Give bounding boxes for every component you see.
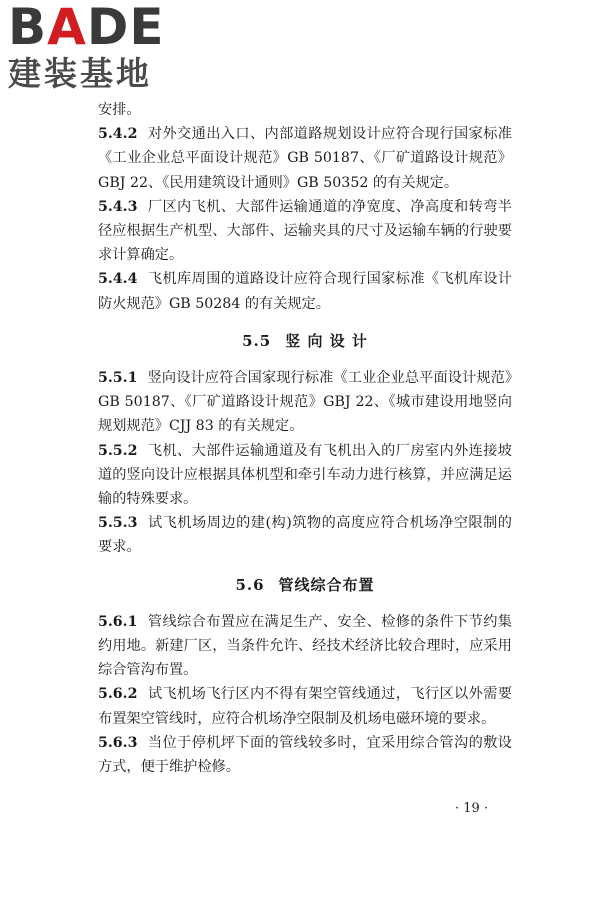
clause-number: 5.4.3 xyxy=(98,198,138,215)
clause-number: 5.5.1 xyxy=(98,370,138,387)
document-body xyxy=(98,98,512,779)
section-title-5-6 xyxy=(98,573,512,597)
section-heading: 竖 向 设 计 xyxy=(285,331,368,350)
clause-number: 5.6.1 xyxy=(98,613,138,630)
clause-text: 飞机、大部件运输通道及有飞机出入的厂房室内外连接坡道的竖向设计应根据具体机型和牵引车动力进行核算，并应满足运输的特殊要求。 xyxy=(98,442,512,508)
continuation-text: 安排。 xyxy=(98,102,141,118)
clause-number: 5.6.2 xyxy=(98,686,138,703)
clause-5-6-2 xyxy=(98,682,512,730)
clause-5-4-4 xyxy=(98,267,512,315)
clause-number: 5.4.4 xyxy=(98,271,138,288)
logo-letter-e: E xyxy=(129,0,165,56)
clause-text: 厂区内飞机、大部件运输通道的净宽度、净高度和转弯半径应根据生产机型、大部件、运输夹具的尺寸及运输车辆的行驶要求计算确定。 xyxy=(98,198,512,264)
logo-letter-d: D xyxy=(86,0,130,56)
logo-wordmark xyxy=(8,0,183,56)
clause-text: 对外交通出入口、内部道路规划设计应符合现行国家标准《工业企业总平面设计规范》GB 50187、《厂矿道路设计规范》GBJ 22、《民用建筑设计通则》GB 50352 的有关规定。 xyxy=(98,126,512,191)
section-number: 5.6 xyxy=(235,575,265,594)
page-number: · 19 · xyxy=(455,801,489,816)
clause-number: 5.4.2 xyxy=(98,126,138,143)
logo-letter-a: A xyxy=(47,0,87,56)
logo xyxy=(8,2,183,94)
clause-5-5-3 xyxy=(98,511,512,559)
logo-subtitle: 建装基地 xyxy=(8,54,152,93)
clause-number: 5.5.3 xyxy=(98,515,138,532)
clause-5-5-2 xyxy=(98,439,512,512)
logo-letter-b: B xyxy=(8,0,48,56)
clause-5-5-1 xyxy=(98,366,512,439)
section-number: 5.5 xyxy=(242,331,272,350)
section-heading: 管线综合布置 xyxy=(278,575,375,594)
clause-text: 飞机库周围的道路设计应符合现行国家标准《飞机库设计防火规范》GB 50284 的有关规定。 xyxy=(98,271,512,312)
clause-5-6-1 xyxy=(98,610,512,683)
clause-text: 竖向设计应符合国家现行标准《工业企业总平面设计规范》GB 50187、《厂矿道路设计规范》GBJ 22、《城市建设用地竖向规划规范》CJJ 83 的有关规定。 xyxy=(98,370,512,435)
clause-text: 当位于停机坪下面的管线较多时，宜采用综合管沟的敷设方式，便于维护检修。 xyxy=(98,734,512,776)
clause-text: 试飞机场飞行区内不得有架空管线通过，飞行区以外需要布置架空管线时，应符合机场净空限制及机场电磁环境的要求。 xyxy=(98,686,512,727)
section-title-5-5 xyxy=(98,329,512,353)
clause-number: 5.5.2 xyxy=(98,442,138,459)
clause-5-4-3 xyxy=(98,195,512,268)
clause-text: 试飞机场周边的建(构)筑物的高度应符合机场净空限制的要求。 xyxy=(98,515,512,556)
clause-5-6-3 xyxy=(98,731,512,779)
clause-5-4-2 xyxy=(98,122,512,195)
clause-text: 管线综合布置应在满足生产、安全、检修的条件下节约集约用地。新建厂区，当条件允许、经技术经济比较合理时，应采用综合管沟布置。 xyxy=(98,613,512,679)
clause-number: 5.6.3 xyxy=(98,734,138,751)
